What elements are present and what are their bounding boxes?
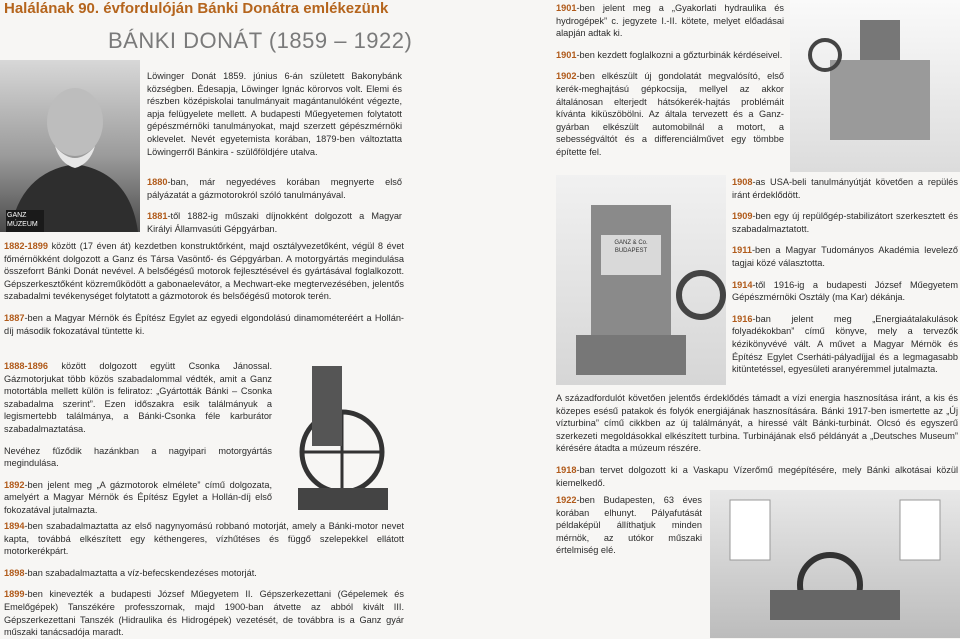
turbine-photo: [790, 0, 960, 172]
portrait-photo: [0, 60, 140, 232]
col3-bottom-narrow: [556, 494, 702, 557]
event-1882: 1882-1899 között (17 éven át) kezdetben konstruktőrként, majd osztályvezetőként, végül 8 évet főmérnökként dolgozott a Ganz és Társa Vasöntő- és Gépgyárban. A motorgyártás megindulása összeforrt Bánki Donát nevével. A belsőégésű motorok fejlesztésével és gyártásával foglalkozott. Gépszerkesztőként közreműködött a gabonaelevátor, a Mechwart-eke megtervezésében, jelentős szabadalmi tevékenységet folytatott a gázmotorok és belsőégésű motorok terén.: [4, 241, 404, 302]
col1-main: [4, 240, 404, 337]
col1-top: [147, 176, 402, 235]
event-1901b: 1901-ben kezdett foglalkozni a gőzturbinák kérdéseivel.: [556, 49, 783, 60]
note-motor: Nevéhez fűződik hazánkban a nagyipari motorgyártás megindulása.: [4, 445, 272, 469]
page-header: Halálának 90. évfordulóján Bánki Donátra emlékezünk: [4, 0, 389, 17]
power-plant-photo: [710, 490, 960, 638]
portrait-figure: [0, 60, 140, 232]
event-1887: 1887-ben a Magyar Mérnök és Építész Egylet az egyedi elgondolású dinamométeréért a Hollán-díj második fokozatával tüntette ki.: [4, 312, 404, 336]
event-1908: 1908-as USA-beli tanulmányútját követően a repülés iránt érdeklődött.: [732, 177, 958, 200]
engine-illustration: [278, 356, 404, 516]
page-title: BÁNKI DONÁT (1859 – 1922): [108, 28, 413, 53]
col3-top: [556, 2, 784, 159]
intro-text: Löwinger Donát 1859. június 6-án született Bakonybánk községben. Édesapja, Löwinger Ignác körorvos volt. Elemi és részben középiskolai tanulmányait magántanulóként végezte, apja felügyelete mellett. A budapesti Műegyetemen folytatott gépészmérnöki tanulmányokat, majd szerzett gépészmérnöki oklevelet. Nevét egyetemista korában, 1879-ben változtatta Löwingerről Bánkira - szülőföldjére utalva.: [147, 71, 402, 157]
event-1899: 1899-ben kinevezték a budapesti József Műegyetem II. Gépszerkezettani (Gépelemek és Emelőgépek) Tanszékére professzornak, majd 1900-ban átvette az abból kivált III. Gépszerkezettani Tanszék (Hidraulika és Hidrogépek) vezetését, de továbbra is a Ganz gyár műszaki tanácsadója maradt.: [4, 589, 404, 638]
event-1898: 1898-ban szabadalmaztatta a víz-befecskendezéses motorját.: [4, 567, 257, 578]
event-1909: 1909-ben egy új repülőgép-stabilizátort szerkesztett és szabadalmaztatott.: [732, 211, 958, 234]
event-1922: 1922-ben Budapesten, 63 éves korában elhunyt. Pályafutását példaképül állíthatjuk minden mérnök, az utókor műszaki értelmiség elé.: [556, 495, 702, 556]
event-1902: 1902-ben elkészült új gondolatát megvalósító, első kerék-meghajtású gépkocsija, mellyel az akkor általánosan elterjedt hátsókerék-hajtás problémáit kívánta kiküszöbölni. Az általa tervezett és a Ganz-gyárban elkészült automobilnál a motort, a sebességváltót és a differenciálművet egy tömbbe építette fel.: [556, 71, 784, 157]
event-1881: 1881-től 1882-ig műszaki díjnokként dolgozott a Magyar Királyi Államvasúti Gépgyárban.: [147, 211, 402, 234]
col1-narrow: [4, 360, 272, 517]
event-1916: 1916-ban jelent meg „Energiaátalakulások folyadékokban” című könyve, mely a tervezők kézikönyvévé vált. A művet a Magyar Mérnök és Építész Egylet Cserháti-pályadíjjal és a legmagasabb kitüntetéssel, egyesületi aranyéremmel jutalmazta.: [732, 313, 958, 375]
turbine-paragraph: A századfordulót követően jelentős érdeklődés támadt a vízi energia hasznosítása iránt, a kis és közepes esésű patakok és folyók energiájának hasznosítására. Bánki 1917-ben ismertette az „Új vízturbina” című cikkben az új találmányát, a hiressé vált Bánki-turbinát. Olcsó és egyszerű szerkezeti megoldásokkal elkészített turbina. Turbinájának első példányát a „Deutsches Museum” kérésére átadta a múzeum részére.: [556, 393, 958, 454]
gas-engine-photo: [556, 175, 726, 385]
col3-bottom-wide: [556, 392, 958, 489]
event-1880: 1880-ban, már negyedéves korában megnyerte első pályázatát a gázmotorokról szóló tanulmányával.: [147, 177, 402, 200]
event-1911: 1911-ben a Magyar Tudományos Akadémia levelező tagjai közé választotta.: [732, 245, 958, 268]
event-1918: 1918-ban tervet dolgozott ki a Vaskapu Vízerőmű megépítésére, mely Bánki alkotásai közül kiemelkedő.: [556, 464, 958, 488]
col1-bottom: [4, 520, 404, 639]
event-1888: 1888-1896 között dolgozott együtt Csonka Jánossal. Gázmotorjukat több közös szabadalommal védték, amit a Ganz motortábla mellett külön is feliratoz: „Gyártották Bánki – Csonka szabadalma szerint”. Ezen időszakra esik találmányuk a legismertebb találmánya, a Bánki-Csonka féle karburátor szabadalmaztatása.: [4, 361, 272, 434]
col4: [732, 176, 958, 376]
event-1914: 1914-től 1916-ig a budapesti József Műegyetem Gépészmérnöki Osztály (ma Kar) dékánja.: [732, 279, 958, 303]
event-1892: 1892-ben jelent meg „A gázmotorok elmélete” című dolgozata, amelyért a Magyar Mérnök és Építész Egylet a Hollán-díj első fokozatával jutalmazta.: [4, 479, 272, 515]
engine-plate: GANZ & Co. BUDAPEST: [614, 240, 648, 254]
museum-stamp: GANZ MÚZEUM: [6, 210, 44, 232]
event-1894: 1894-ben szabadalmaztatta az első nagynyomású robbanó motorját, amely a Bánki-motor nevet kapta, továbbá elkészített egy kéthengeres, vízhűtéses és függő szelepekkel ellátott motorkerékpárt.: [4, 521, 404, 557]
event-1901a: 1901-ben jelent meg a „Gyakorlati hydraulika és hydrogépek” c. jegyzete I.-II. kötete, melyet előadásai alapján adtak ki.: [556, 3, 784, 39]
